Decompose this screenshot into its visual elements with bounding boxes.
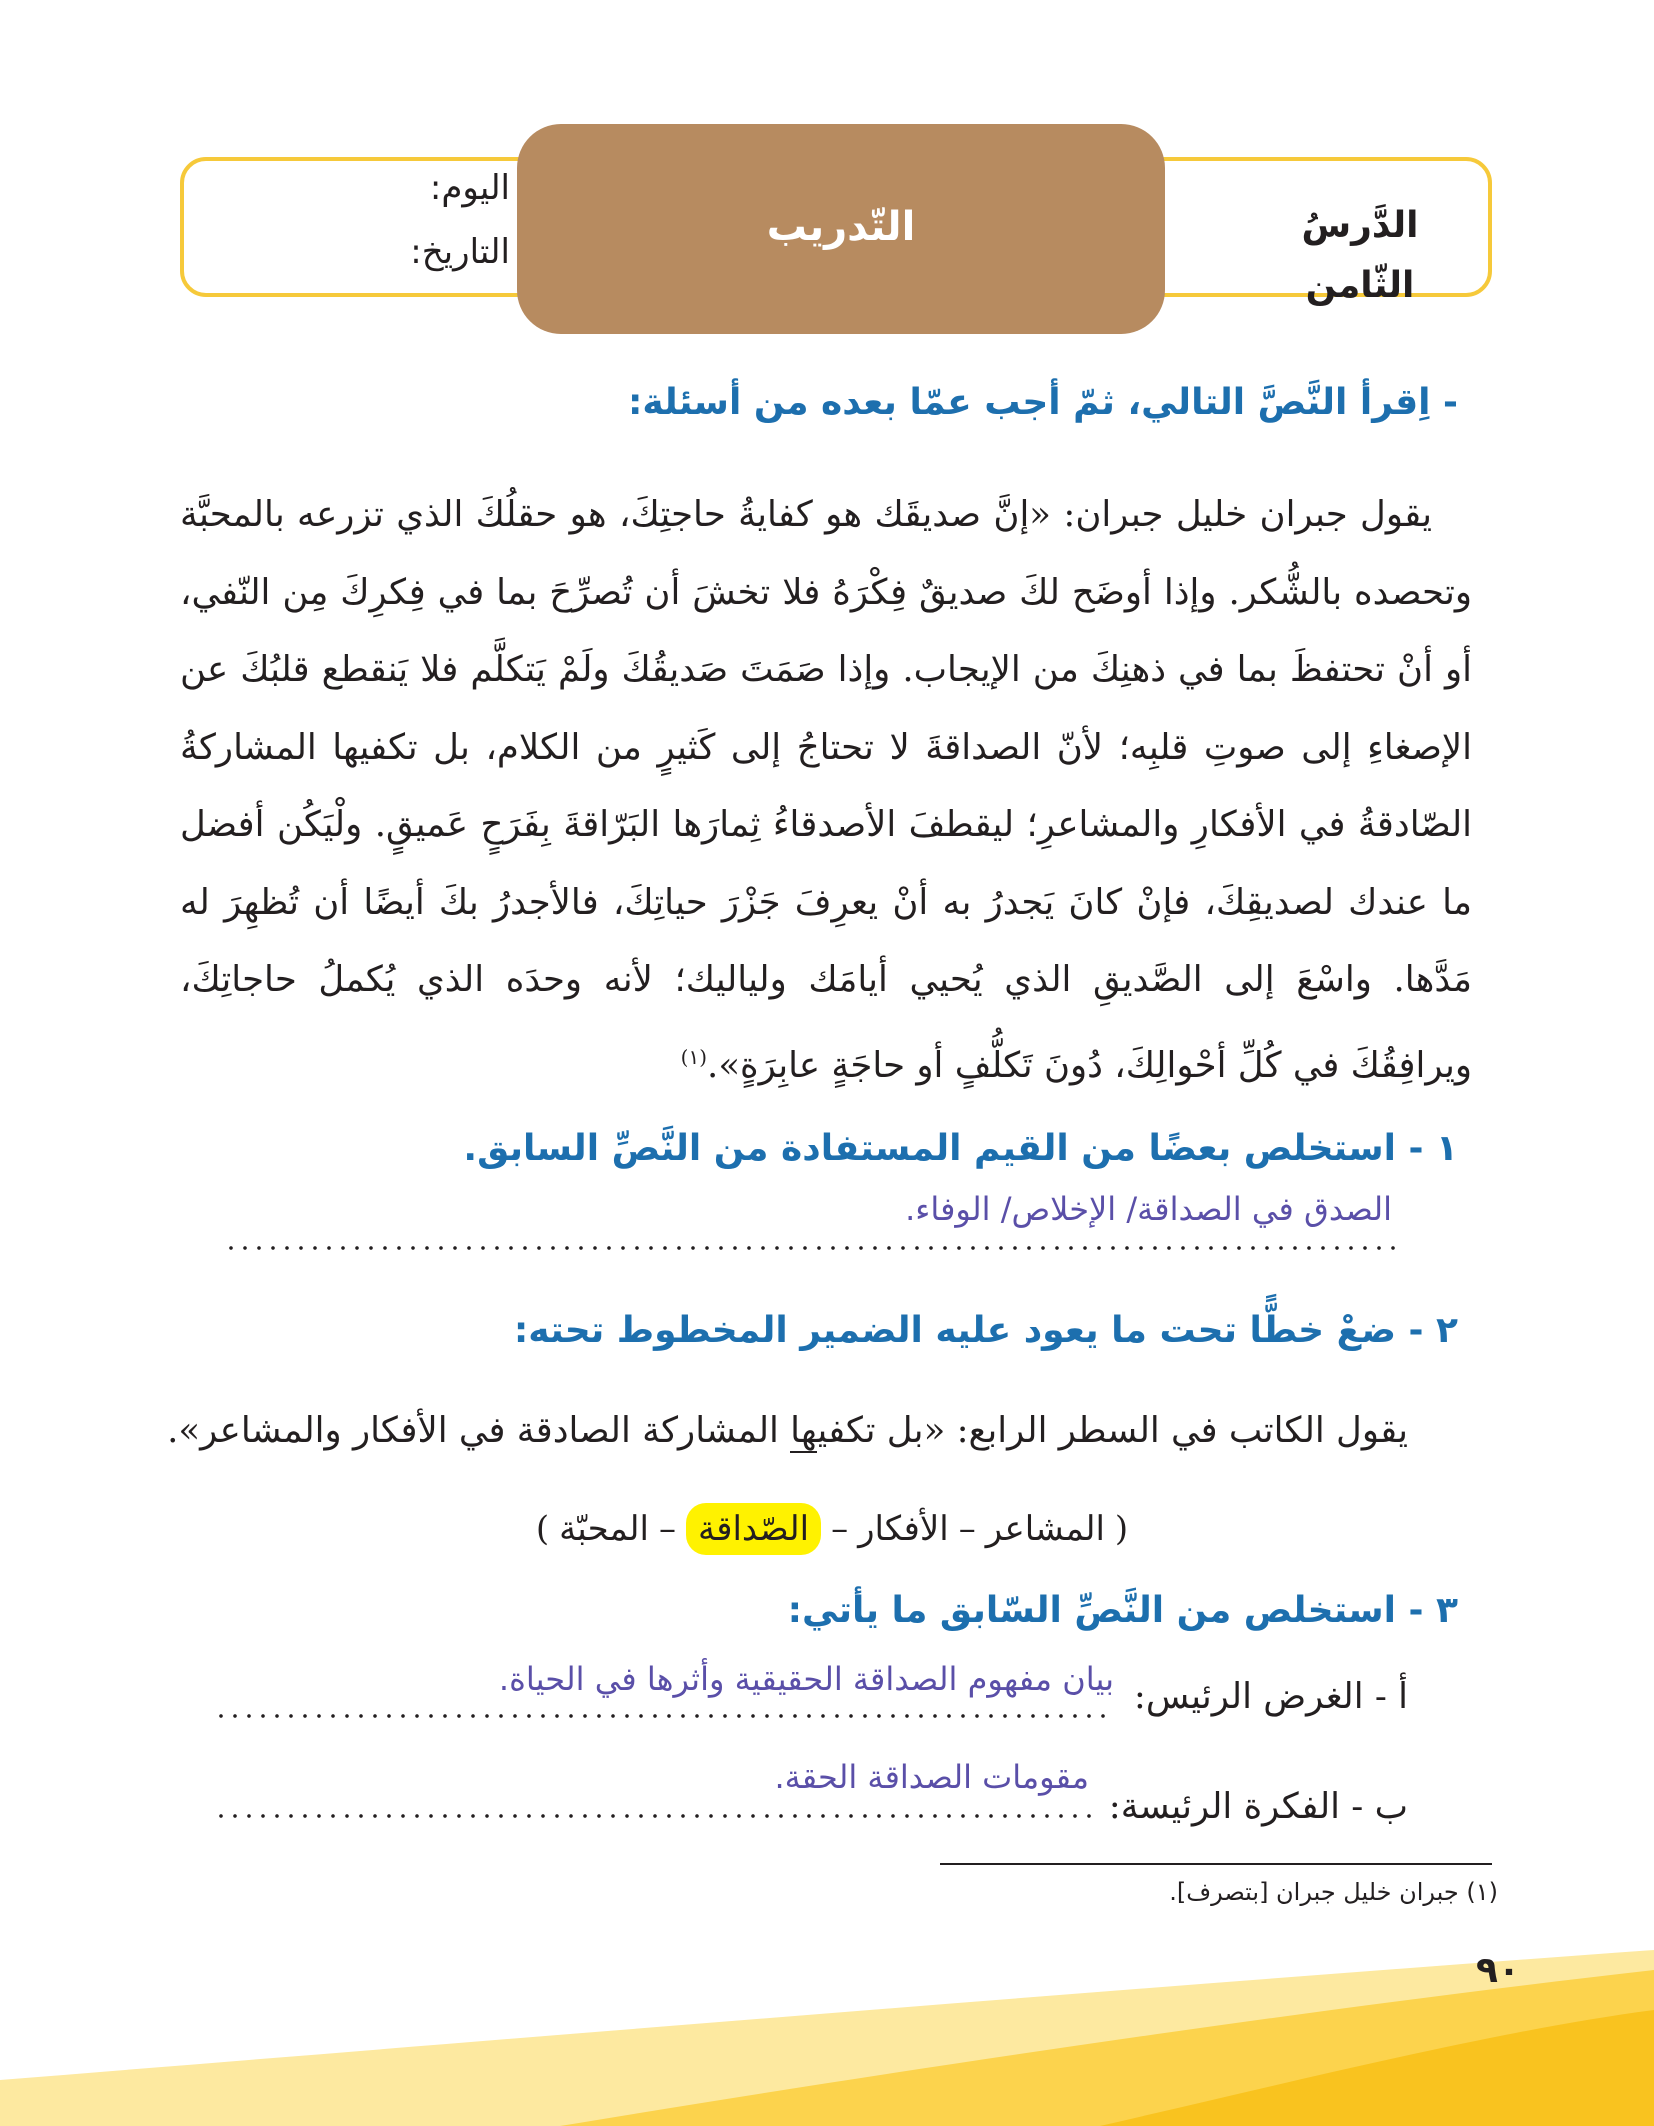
main-idea-answer[interactable]: مقومات الصداقة الحقة. [774, 1758, 1089, 1796]
main-idea-label: ب - الفكرة الرئيسة: [1108, 1786, 1408, 1827]
day-label: اليوم: [429, 168, 510, 208]
option-friendship-highlighted[interactable]: الصّداقة [686, 1503, 821, 1555]
option-feelings[interactable]: المشاعر [985, 1509, 1105, 1549]
lesson-title: الدَّرسُ الثّامن [1301, 205, 1419, 306]
footnote: (١) جبران خليل جبران [بتصرف]. [1169, 1878, 1498, 1906]
option-separator: – [831, 1509, 849, 1549]
question-1: ١ - استخلص بعضًا من القيم المستفادة من النَّصِّ السابق. [463, 1128, 1458, 1169]
footnote-divider [940, 1863, 1492, 1865]
question-3: ٣ - استخلص من النَّصِّ السّابق ما يأتي: [787, 1590, 1458, 1631]
passage-text: يقول جبران خليل جبران: «إنَّ صديقَك هو كفايةُ حاجتِكَ، هو حقلُكَ الذي تزرعه بالمحبَّة وتحصده بالشُّكر. وإذا أوضَح لكَ صديقٌ فِكْرَهُ فلا تخشَ أن تُصرِّحَ بما في فِكرِكَ مِن النّفي، أو أنْ تحتفظَ بما في ذهنِكَ من الإيجاب. وإذا صَمَتَ صَديقُكَ ولَمْ يَتكلَّم فلا يَنقطع قلبُكَ عن الإصغاءِ إلى صوتِ قلبِه؛ لأنّ الصداقةَ لا تحتاجُ إلى كَثيرٍ من الكلام، بل تكفيها المشاركةُ الصّادقةُ في الأفكارِ والمشاعرِ؛ ليقطفَ الأصدقاءُ ثِمارَها البَرّاقةَ بِفَرَحٍ عَميقٍ. ولْيَكُن أفضل ما عندك لصديقِكَ، فإنْ كانَ يَجدرُ به أنْ يعرِفَ جَزْرَ حياتِكَ، فالأجدرُ بكَ أيضًا أن تُظهِرَ له مَدَّها. واسْعَ إلى الصَّديقِ الذي يُحيي أيامَك ولياليك؛ لأنه وحدَه الذي يُكملُ حاجاتِكَ، ويرافِقُكَ في كُلِّ أحْوالِكَ، دُونَ تَكلُّفٍ أو حاجَةٍ عابِرَةٍ». [180, 494, 1472, 1086]
page-number: ٩٠ [1476, 1950, 1520, 1991]
option-thoughts[interactable]: الأفكار [858, 1509, 949, 1549]
section-tab [517, 124, 1165, 334]
question-2-sentence [167, 1410, 1408, 1451]
sentence-start: يقول الكاتب في السطر الرابع: «بل تكفي [817, 1410, 1408, 1451]
question-2-options [532, 1491, 1132, 1567]
question-1-answer[interactable]: الصدق في الصداقة/ الإخلاص/ الوفاء. [905, 1190, 1392, 1228]
date-label: التاريخ: [410, 232, 510, 272]
page-corner-wave [0, 1930, 1654, 2126]
reading-passage [180, 476, 1472, 1104]
main-purpose-label: أ - الغرض الرئيس: [1133, 1676, 1408, 1717]
sentence-end: المشاركة الصادقة في الأفكار والمشاعر». [167, 1410, 791, 1451]
option-separator: – [658, 1509, 676, 1549]
answer-line-1 [224, 1246, 1404, 1250]
reading-instruction: - اِقرأ النَّصَّ التالي، ثمّ أجب عمّا بعده من أسئلة: [627, 382, 1458, 423]
options-close-paren: ) [535, 1509, 550, 1549]
answer-line-3a [214, 1714, 1114, 1718]
options-open-paren: ( [1114, 1509, 1129, 1549]
option-love[interactable]: المحبّة [559, 1509, 649, 1549]
question-2: ٢ - ضعْ خطًّا تحت ما يعود عليه الضمير المخطوط تحته: [513, 1310, 1458, 1351]
section-title: التّدريب [766, 204, 916, 250]
answer-line-3b [214, 1814, 1094, 1818]
underlined-pronoun: ها [790, 1410, 818, 1451]
footnote-mark: (١) [680, 1044, 708, 1069]
main-purpose-answer[interactable]: بيان مفهوم الصداقة الحقيقية وأثرها في الحياة. [498, 1660, 1114, 1698]
option-separator: – [958, 1509, 976, 1549]
